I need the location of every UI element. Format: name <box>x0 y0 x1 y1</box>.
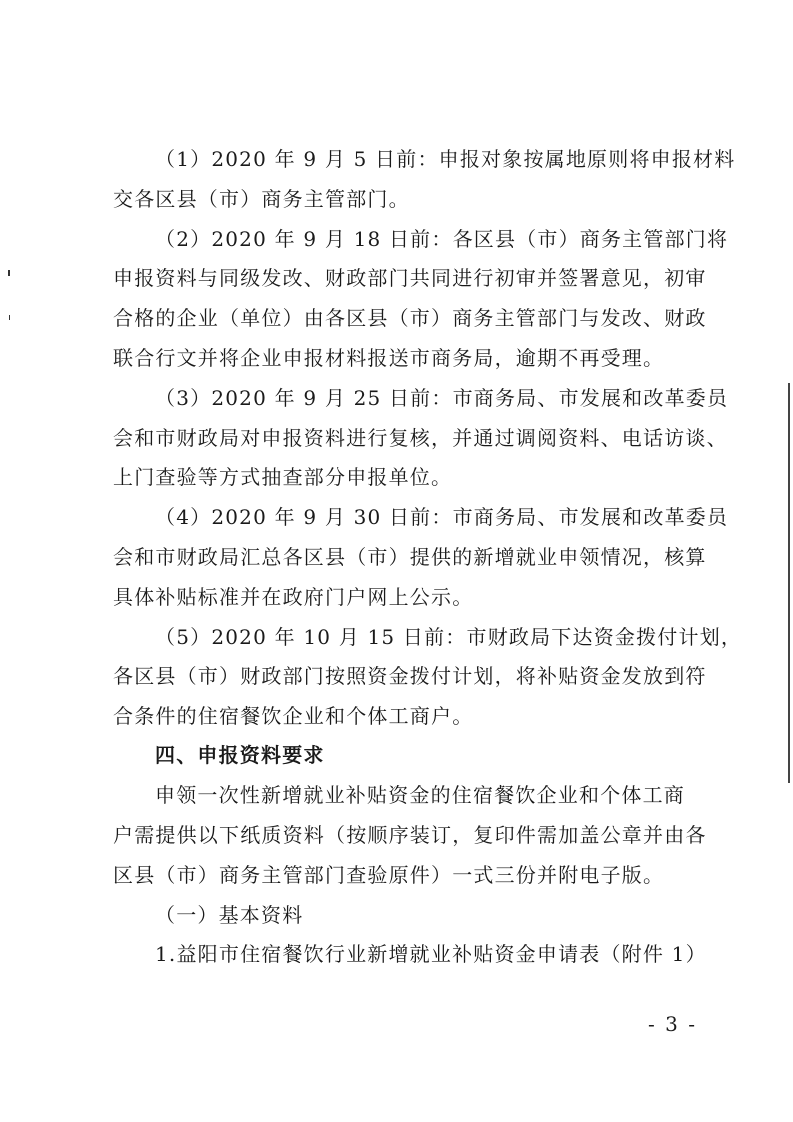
scan-edge-line <box>788 383 790 783</box>
paragraph-line: 合格的企业（单位）由各区县（市）商务主管部门与发改、财政 <box>113 306 707 330</box>
subsection-heading: （一）基本资料 <box>155 903 304 927</box>
paragraph-line: （3）2020 年 9 月 25 日前：市商务局、市发展和改革委员 <box>155 386 729 410</box>
paragraph-line: 申领一次性新增就业补贴资金的住宿餐饮企业和个体工商 <box>155 783 685 807</box>
paragraph-line: 具体补贴标准并在政府门户网上公示。 <box>113 585 474 609</box>
paragraph-line: （1）2020 年 9 月 5 日前：申报对象按属地原则将申报材料 <box>155 147 736 171</box>
paragraph-line: 合条件的住宿餐饮企业和个体工商户。 <box>113 704 474 728</box>
paragraph-line: （4）2020 年 9 月 30 日前：市商务局、市发展和改革委员 <box>155 505 729 529</box>
paragraph-line: 联合行文并将企业申报材料报送市商务局，逾期不再受理。 <box>113 346 665 370</box>
paragraph-line: 各区县（市）财政部门按照资金拨付计划，将补贴资金发放到符 <box>113 664 707 688</box>
scan-speck <box>9 315 10 320</box>
paragraph-line: 区县（市）商务主管部门查验原件）一式三份并附电子版。 <box>113 863 665 887</box>
paragraph-line: 户需提供以下纸质资料（按顺序装订，复印件需加盖公章并由各 <box>113 823 707 847</box>
section-heading: 四、申报资料要求 <box>155 743 325 767</box>
paragraph-line: 交各区县（市）商务主管部门。 <box>113 187 410 211</box>
paragraph-line: 会和市财政局汇总各区县（市）提供的新增就业申领情况，核算 <box>113 545 707 569</box>
paragraph-line: 会和市财政局对申报资料进行复核，并通过调阅资料、电话访谈、 <box>113 426 728 450</box>
page-number: - 3 - <box>648 1012 697 1036</box>
paragraph-line: （5）2020 年 10 月 15 日前：市财政局下达资金拨付计划， <box>155 625 743 649</box>
paragraph-line: 申报资料与同级发改、财政部门共同进行初审并签署意见，初审 <box>113 266 707 290</box>
paragraph-line: 上门查验等方式抽查部分申报单位。 <box>113 465 453 489</box>
scan-speck <box>8 270 10 276</box>
paragraph-line: （2）2020 年 9 月 18 日前：各区县（市）商务主管部门将 <box>155 227 729 251</box>
list-item: 1.益阳市住宿餐饮行业新增就业补贴资金申请表（附件 1） <box>155 942 707 966</box>
